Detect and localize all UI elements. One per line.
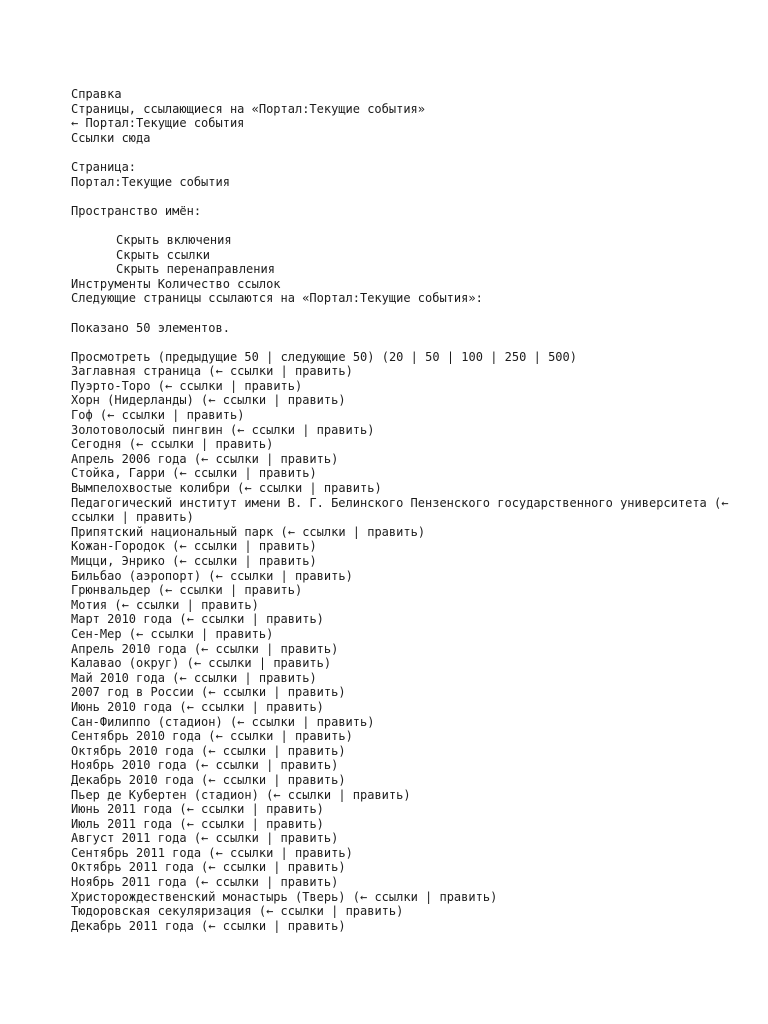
list-item: Мотия (← ссылки | править): [71, 597, 259, 612]
list-item-links-link[interactable]: ← ссылки: [208, 393, 267, 408]
list-item: Педагогический институт имени В. Г. Белинского Пензенского государственного университета (← ссылки | править): [71, 495, 729, 525]
list-item-edit-link[interactable]: править: [294, 568, 346, 583]
list-item: Тюдоровская секуляризация (← ссылки | править): [71, 904, 404, 919]
list-item: Декабрь 2010 года (← ссылки | править): [71, 772, 346, 787]
results-list: [71, 364, 751, 933]
list-item-title-link[interactable]: Мицци, Энрико: [71, 554, 165, 568]
list-item-edit-link[interactable]: править: [280, 875, 332, 890]
list-item: Стойка, Гарри (← ссылки | править): [71, 466, 317, 481]
list-item-links-link[interactable]: ← ссылки: [186, 816, 245, 831]
list-item-edit-link[interactable]: править: [258, 670, 310, 685]
list-item-links-link[interactable]: ← ссылки: [287, 524, 346, 539]
list-item-edit-link[interactable]: править: [367, 524, 418, 539]
list-item-edit-link[interactable]: править: [280, 831, 332, 846]
page-title: Страницы, ссылающиеся на «Портал:Текущие события»: [71, 101, 426, 116]
spacer: [71, 306, 751, 321]
list-item-edit-link[interactable]: править: [294, 845, 346, 860]
list-item-title-link[interactable]: Кожан-Городок: [71, 539, 165, 554]
list-item-edit-link[interactable]: править: [273, 656, 324, 671]
list-item: Ноябрь 2010 года (← ссылки | править): [71, 758, 339, 773]
list-item-links-link[interactable]: ← ссылки: [215, 364, 274, 379]
list-item-links-link[interactable]: ← ссылки: [201, 451, 259, 466]
list-item-links-link[interactable]: ← ссылки: [208, 860, 267, 875]
list-item-links-link[interactable]: ← ссылки: [164, 583, 223, 598]
list-item: Вымпелохвостые колибри (← ссылки | править): [71, 481, 382, 496]
page-subtitle: Ссылки сюда: [71, 130, 151, 145]
list-item-edit-link[interactable]: править: [287, 918, 339, 933]
list-item: Хорн (Нидерланды) (← ссылки | править): [71, 393, 346, 408]
pager-size-250[interactable]: 250: [504, 349, 527, 364]
pager-sep: |: [490, 349, 498, 364]
list-item-links-link[interactable]: ← ссылки: [208, 772, 267, 787]
list-item-edit-link[interactable]: править: [266, 699, 317, 714]
list-item-links-link[interactable]: ← ссылки: [164, 378, 223, 393]
list-item-title-link[interactable]: Июнь 2010 года: [71, 699, 173, 714]
list-item-links-link[interactable]: ← ссылки: [179, 554, 238, 568]
list-item-links-link[interactable]: ← ссылки: [193, 656, 252, 671]
help-link[interactable]: Справка: [71, 87, 122, 101]
list-item-links-link[interactable]: ← ссылки: [107, 408, 165, 423]
list-item-links-link[interactable]: ← ссылки: [179, 466, 238, 481]
list-item-title-link[interactable]: 2007 год в России: [71, 685, 194, 700]
list-item: Октябрь 2010 года (← ссылки | править): [71, 743, 346, 758]
list-item-title-link[interactable]: Сентябрь 2010 года: [71, 729, 202, 744]
list-item-links-link[interactable]: ← ссылки: [71, 495, 729, 525]
list-item-links-link[interactable]: ← ссылки: [121, 597, 180, 612]
list-item-edit-link[interactable]: править: [266, 816, 317, 831]
list-item-edit-link[interactable]: править: [345, 904, 397, 919]
list-item-title-link[interactable]: Грюнвальдер: [71, 583, 151, 598]
list-item-title-link[interactable]: Мотия: [71, 597, 108, 612]
namespace-label: Пространство имён:: [71, 203, 202, 218]
list-item-edit-link[interactable]: править: [323, 481, 375, 496]
hide-transclusions-checkbox[interactable]: Скрыть включения: [116, 232, 232, 247]
spacer: [71, 145, 751, 160]
list-item-title-link[interactable]: Сен-Мер: [71, 626, 122, 641]
list-item-links-link[interactable]: ← ссылки: [237, 714, 295, 729]
list-item-links-link[interactable]: ← ссылки: [215, 729, 274, 744]
list-item-title-link[interactable]: Вымпелохвостые колибри: [71, 481, 230, 496]
list-item-title-link[interactable]: Март 2010 года: [71, 612, 173, 627]
list-item: Кожан-Городок (← ссылки | править): [71, 539, 317, 554]
list-item-edit-link[interactable]: править: [186, 408, 238, 423]
list-item: Христорождественский монастырь (Тверь) (← ссылки | править): [71, 889, 498, 904]
list-item: Грюнвальдер (← ссылки | править): [71, 583, 303, 598]
list-item-links-link[interactable]: ← ссылки: [136, 626, 194, 641]
list-item-edit-link[interactable]: править: [287, 743, 339, 758]
pager-size-50[interactable]: 50: [425, 349, 440, 364]
list-item-edit-link[interactable]: править: [287, 393, 339, 408]
list-item-edit-link[interactable]: править: [258, 539, 310, 554]
list-item-title-link[interactable]: Апрель 2010 года: [71, 641, 187, 656]
page-content: [71, 87, 751, 933]
list-item: Март 2010 года (← ссылки | править): [71, 612, 324, 627]
list-item: 2007 год в России (← ссылки | править): [71, 685, 346, 700]
list-item: Гоф (← ссылки | править): [71, 408, 245, 423]
pager: [71, 350, 751, 365]
list-item: Сегодня (← ссылки | править): [71, 437, 274, 452]
list-item: Май 2010 года (← ссылки | править): [71, 670, 317, 685]
list-item-title-link[interactable]: Июнь 2011 года: [71, 802, 173, 817]
tools-line[interactable]: Инструменты Количество ссылок: [71, 276, 281, 291]
hide-links-checkbox[interactable]: Скрыть ссылки: [116, 247, 210, 262]
list-item: Апрель 2010 года (← ссылки | править): [71, 641, 339, 656]
list-item-title-link[interactable]: Сентябрь 2011 года: [71, 845, 202, 860]
list-item-title-link[interactable]: Апрель 2006 года: [71, 451, 187, 466]
list-item-edit-link[interactable]: править: [244, 378, 295, 393]
list-item: Припятский национальный парк (← ссылки | править): [71, 524, 426, 539]
list-item-edit-link[interactable]: править: [215, 626, 267, 641]
spacer: [71, 335, 751, 350]
list-item-links-link[interactable]: ← ссылки: [244, 481, 303, 496]
pager-sep: |: [266, 349, 274, 364]
list-item-links-link[interactable]: ← ссылки: [179, 539, 238, 554]
list-item-links-link[interactable]: ← ссылки: [208, 918, 267, 933]
list-item: Золотоволосый пингвин (← ссылки | править): [71, 422, 375, 437]
list-item-links-link[interactable]: ← ссылки: [201, 641, 259, 656]
list-item-title-link[interactable]: Пьер де Кубертен (стадион): [71, 787, 259, 802]
pager-sep: |: [410, 349, 418, 364]
list-item-edit-link[interactable]: править: [136, 510, 187, 525]
list-item: Октябрь 2011 года (← ссылки | править): [71, 860, 346, 875]
list-item-links-link[interactable]: ← ссылки: [208, 685, 267, 700]
pager-size-100[interactable]: 100: [461, 349, 483, 364]
list-item-title-link[interactable]: Май 2010 года: [71, 670, 165, 685]
pager-view-label: Просмотреть: [71, 349, 151, 364]
list-item-links-link[interactable]: ← ссылки: [201, 758, 259, 773]
list-item-title-link[interactable]: Ноябрь 2010 года: [71, 758, 187, 773]
list-item: Калавао (округ) (← ссылки | править): [71, 656, 332, 671]
list-item-edit-link[interactable]: править: [287, 772, 339, 787]
list-item-edit-link[interactable]: править: [287, 860, 339, 875]
list-item-edit-link[interactable]: править: [266, 802, 317, 817]
list-item-edit-link[interactable]: править: [280, 641, 332, 656]
list-item: Бильбао (аэропорт) (← ссылки | править): [71, 568, 353, 583]
list-item-title-link[interactable]: Октябрь 2011 года: [71, 860, 194, 875]
list-item: Сентябрь 2011 года (← ссылки | править): [71, 845, 353, 860]
list-item-title-link[interactable]: Педагогический институт имени В. Г. Белинского Пензенского государственного университета: [71, 495, 707, 510]
list-item-edit-link[interactable]: править: [244, 583, 295, 598]
list-item-title-link[interactable]: Хорн (Нидерланды): [71, 393, 194, 408]
pager-size-500[interactable]: 500): [548, 349, 577, 364]
list-item-title-link[interactable]: Золотоволосый пингвин: [71, 422, 223, 437]
list-item-links-link[interactable]: ← ссылки: [179, 670, 238, 685]
pager-sep: |: [533, 349, 541, 364]
list-item-edit-link[interactable]: править: [280, 451, 332, 466]
list-item: Сен-Мер (← ссылки | править): [71, 626, 274, 641]
list-item-title-link[interactable]: Христорождественский монастырь (Тверь): [71, 889, 346, 904]
list-item-title-link[interactable]: Пуэрто-Торо: [71, 378, 151, 393]
list-item-edit-link[interactable]: править: [294, 729, 346, 744]
list-item-links-link[interactable]: ← ссылки: [215, 845, 274, 860]
list-item-links-link[interactable]: ← ссылки: [186, 699, 245, 714]
list-item: Сан-Филиппо (стадион) (← ссылки | править): [71, 714, 375, 729]
pager-sep: |: [446, 349, 455, 364]
pager-prev-link[interactable]: (предыдущие 50: [157, 349, 259, 364]
pager-size-20[interactable]: (20: [381, 349, 404, 364]
list-item-edit-link[interactable]: править: [439, 889, 491, 904]
list-item: Заглавная страница (← ссылки | править): [71, 364, 353, 379]
list-item: Мицци, Энрико (← ссылки | править): [71, 554, 317, 568]
list-item-edit-link[interactable]: править: [258, 554, 310, 568]
list-item-title-link[interactable]: Сан-Филиппо (стадион): [71, 714, 223, 729]
list-item-links-link[interactable]: ← ссылки: [215, 568, 274, 583]
hide-redirects-checkbox[interactable]: Скрыть перенаправления: [116, 262, 275, 277]
list-item-title-link[interactable]: Гоф: [71, 408, 93, 423]
list-item-edit-link[interactable]: править: [287, 685, 339, 700]
list-item-title-link[interactable]: Июль 2011 года: [71, 816, 173, 831]
list-item: Декабрь 2011 года (← ссылки | править): [71, 918, 346, 933]
list-item-title-link[interactable]: Ноябрь 2011 года: [71, 875, 187, 890]
list-item-title-link[interactable]: Калавао (округ): [71, 656, 180, 671]
list-item-links-link[interactable]: ← ссылки: [273, 787, 332, 802]
page-input[interactable]: Портал:Текущие события: [71, 174, 230, 189]
list-item-edit-link[interactable]: править: [316, 714, 368, 729]
list-item-title-link[interactable]: Тюдоровская секуляризация: [71, 904, 252, 919]
list-item-edit-link[interactable]: править: [352, 787, 404, 802]
list-item: Июль 2011 года (← ссылки | править): [71, 816, 324, 831]
list-item-links-link[interactable]: ← ссылки: [201, 831, 259, 846]
list-item-edit-link[interactable]: править: [266, 612, 317, 627]
list-item-edit-link[interactable]: править: [294, 364, 346, 379]
pager-next-link[interactable]: следующие 50): [280, 349, 375, 364]
list-item-edit-link[interactable]: править: [280, 758, 332, 773]
list-item-links-link[interactable]: ← ссылки: [237, 422, 295, 437]
list-item: Апрель 2006 года (← ссылки | править): [71, 451, 339, 466]
results-count: Показано 50 элементов.: [71, 320, 230, 335]
results-intro: Следующие страницы ссылаются на «Портал:Текущие события»:: [71, 291, 483, 306]
list-item-links-link[interactable]: ← ссылки: [136, 437, 194, 452]
list-item: Август 2011 года (← ссылки | править): [71, 831, 339, 846]
list-item-title-link[interactable]: Декабрь 2010 года: [71, 772, 194, 787]
list-item-title-link[interactable]: Август 2011 года: [71, 831, 187, 846]
list-item-title-link[interactable]: Октябрь 2010 года: [71, 743, 194, 758]
list-item: Июнь 2010 года (← ссылки | править): [71, 699, 324, 714]
list-item: Сентябрь 2010 года (← ссылки | править): [71, 729, 353, 744]
list-item: Пуэрто-Торо (← ссылки | править): [71, 378, 303, 393]
back-link[interactable]: ← Портал:Текущие события: [71, 116, 245, 131]
list-item-links-link[interactable]: ← ссылки: [360, 889, 418, 904]
list-item: Июнь 2011 года (← ссылки | править): [71, 802, 324, 817]
list-item-edit-link[interactable]: править: [258, 466, 310, 481]
list-item: Пьер де Кубертен (стадион) (← ссылки | править): [71, 787, 411, 802]
list-item-title-link[interactable]: Декабрь 2011 года: [71, 918, 194, 933]
list-item-links-link[interactable]: ← ссылки: [266, 904, 324, 919]
list-item-edit-link[interactable]: править: [215, 437, 267, 452]
page-label: Страница:: [71, 159, 137, 174]
list-item-title-link[interactable]: Заглавная страница: [71, 364, 202, 379]
list-item-links-link[interactable]: ← ссылки: [208, 743, 267, 758]
list-item-title-link[interactable]: Стойка, Гарри: [71, 466, 165, 481]
spacer: [71, 189, 751, 204]
list-item-title-link[interactable]: Сегодня: [71, 437, 122, 452]
list-item: Ноябрь 2011 года (← ссылки | править): [71, 875, 339, 890]
list-item-links-link[interactable]: ← ссылки: [186, 802, 245, 817]
list-item-title-link[interactable]: Припятский национальный парк: [71, 524, 274, 539]
list-item-links-link[interactable]: ← ссылки: [201, 875, 259, 890]
list-item-links-link[interactable]: ← ссылки: [186, 612, 245, 627]
spacer: [71, 218, 751, 233]
list-item-edit-link[interactable]: править: [316, 422, 368, 437]
list-item-edit-link[interactable]: править: [201, 597, 252, 612]
list-item-title-link[interactable]: Бильбао (аэропорт): [71, 568, 202, 583]
